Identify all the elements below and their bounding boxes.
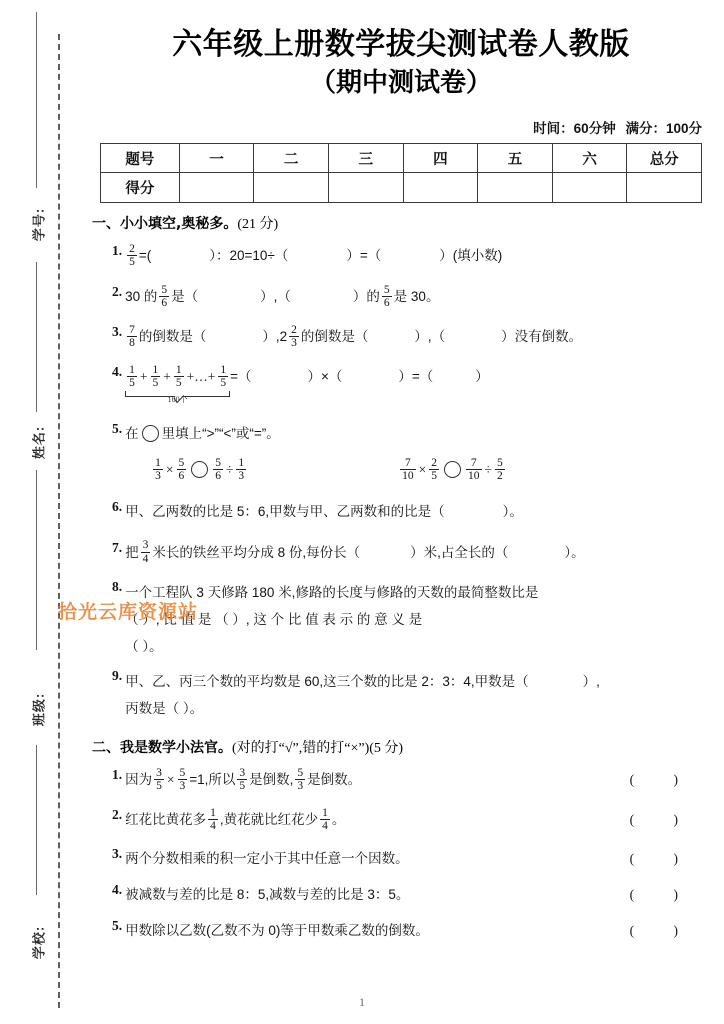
- fraction-denominator: 10: [468, 469, 480, 482]
- margin-label-student-id: 学号:: [31, 207, 47, 242]
- question-1-3: [112, 317, 704, 357]
- question-body: [125, 324, 704, 350]
- q1-text-2: ）：20=10÷（: [209, 248, 289, 264]
- q6-tail: ）。: [502, 504, 523, 520]
- circle-blank-icon[interactable]: [142, 425, 159, 442]
- tf5-text: 甲数除以乙数(乙数不为 0)等于甲数乘乙数的倒数。: [125, 923, 429, 939]
- section-1-title: 一、小小填空,奥秘多。: [92, 216, 238, 233]
- score-cell-6[interactable]: [552, 173, 627, 203]
- fraction-denominator: 5: [431, 469, 438, 482]
- margin-divider-4: [36, 745, 37, 895]
- tf2-text-1: 红花比黄花多: [125, 812, 207, 828]
- question-number: 1.: [112, 766, 123, 782]
- fraction-denominator: 5: [156, 779, 162, 792]
- fraction-5-2: [495, 457, 505, 482]
- tf1-text-4: 是倒数。: [307, 771, 362, 787]
- tf4-text: 被减数与差的比是 8：5,减数与差的比是 3：5。: [125, 886, 410, 902]
- q4-text-4: ）: [475, 369, 489, 385]
- fraction-denominator: 3: [238, 469, 245, 482]
- score-table: [100, 143, 702, 203]
- fraction-denominator: 6: [215, 469, 221, 482]
- fraction-numerator: 1: [322, 807, 328, 820]
- underbrace-label: 100个: [167, 395, 188, 405]
- table-row-score: [101, 173, 702, 203]
- question-1-6: [112, 483, 704, 532]
- question-body: [125, 540, 704, 566]
- q3-text-1: 的倒数是（: [138, 329, 207, 345]
- fraction-numerator: 2: [291, 323, 297, 336]
- q2-text-1: 30 的: [125, 288, 158, 304]
- question-body: [125, 807, 704, 833]
- fraction-1-5: [174, 364, 184, 389]
- question-body: [125, 918, 704, 944]
- score-table-header-6: 六: [552, 144, 627, 173]
- margin-divider-3: [36, 470, 37, 650]
- q8-line-2[interactable]: （ ）, 比 值 是 （ ）, 这 个 比 值 表 示 的 意 义 是: [125, 611, 423, 627]
- fraction-numerator: 5: [215, 456, 221, 469]
- score-table-wrap: [100, 143, 702, 203]
- fraction-5-6: [159, 284, 169, 309]
- question-2-5: [112, 913, 704, 949]
- section-1-points: (21 分): [237, 217, 279, 233]
- question-body: [125, 668, 704, 722]
- q9-line-1: [125, 668, 704, 695]
- q8-line-3[interactable]: （ ）。: [125, 638, 163, 654]
- tf3-text: 两个分数相乘的积一定小于其中任意一个因数。: [125, 850, 409, 866]
- fraction-numerator: 1: [238, 456, 245, 469]
- q3-text-5: ）没有倒数。: [501, 329, 583, 345]
- q1-text-4: ）(填小数): [439, 248, 503, 264]
- question-number: 3.: [112, 324, 123, 340]
- page-number: 1: [359, 995, 365, 1009]
- q7-text-1: 把: [125, 544, 139, 560]
- questions-content: [92, 217, 704, 949]
- q2-text-3: ）,（: [260, 288, 291, 304]
- fraction-3-4: [141, 539, 151, 564]
- tf1-text-1: 因为: [125, 771, 153, 787]
- judgement-answer-blank[interactable]: ( ): [629, 771, 696, 787]
- section-heading-2: [92, 741, 704, 756]
- question-number: 6.: [112, 499, 123, 515]
- ellipsis-plus: +…+: [186, 369, 216, 385]
- q2-text-2: 是（: [171, 288, 199, 304]
- q9-text-1: 甲、乙、丙三个数的平均数是 60,这三个数的比是 2：3：4,甲数是（: [125, 673, 529, 689]
- fraction-7-10: [400, 457, 416, 482]
- score-table-header-5: 五: [478, 144, 553, 173]
- question-body: [125, 579, 704, 660]
- margin-label-school: 学校:: [31, 925, 47, 960]
- fraction-numerator: 7: [129, 323, 135, 336]
- q5-expression-right: [398, 457, 507, 483]
- question-1-5: [112, 407, 704, 484]
- question-body: [125, 284, 704, 310]
- score-cell-2[interactable]: [254, 173, 329, 203]
- question-body: [125, 846, 704, 872]
- q3-text-3: 的倒数是（: [300, 329, 369, 345]
- fraction-numerator: 7: [470, 456, 477, 469]
- q2-text-4: ）的: [352, 288, 380, 304]
- fraction-denominator: 6: [161, 296, 168, 309]
- q6-text: 甲、乙两数的比是 5：6,甲数与甲、乙两数和的比是（: [125, 504, 445, 520]
- score-table-row-label: 得分: [101, 173, 180, 203]
- fraction-denominator: 3: [155, 469, 161, 482]
- page-subtitle: （期中测试卷）: [309, 68, 492, 99]
- multiply-sign: ×: [165, 461, 174, 477]
- q7-text-3: ）米,占全长的（: [410, 544, 509, 560]
- site-watermark: 拾光云库资源站: [58, 601, 199, 623]
- multiply-sign: ×: [418, 461, 427, 477]
- score-cell-4[interactable]: [403, 173, 478, 203]
- binding-margin-strip: [0, 0, 78, 1024]
- plus-sign: +: [139, 369, 148, 385]
- fraction-1-3: [153, 457, 163, 482]
- fraction-5-3: [178, 767, 188, 792]
- fraction-denominator: 3: [291, 336, 297, 349]
- fraction-numerator: 5: [496, 456, 503, 469]
- q5-prompt-a: 在: [125, 425, 139, 441]
- q3-text-4: ）,（: [414, 329, 446, 345]
- fraction-numerator: 7: [405, 456, 411, 469]
- q3-text-2: ）,2: [262, 329, 288, 345]
- question-body: [125, 767, 704, 793]
- fraction-numerator: 5: [383, 283, 390, 296]
- q7-text-2: 米长的铁丝平均分成 8 份,每份长（: [152, 544, 361, 560]
- fraction-2-3: [289, 324, 299, 349]
- score-cell-total[interactable]: [627, 173, 702, 203]
- fraction-1-3: [236, 457, 246, 482]
- question-number: 5.: [112, 918, 123, 934]
- q2-text-5: 是 30。: [393, 288, 440, 304]
- fraction-3-5: [154, 767, 164, 792]
- margin-label-class: 班级:: [31, 692, 47, 727]
- fraction-numerator: 3: [142, 539, 149, 552]
- question-1-1: [112, 236, 704, 276]
- q5-expressions: [151, 457, 704, 483]
- fraction-denominator: 5: [129, 377, 135, 390]
- q7-text-4: ）。: [564, 544, 585, 560]
- fraction-3-5: [237, 767, 247, 792]
- tf1-text-3: 是倒数,: [249, 771, 294, 787]
- q9-line-2[interactable]: 丙数是（ ）。: [125, 700, 204, 716]
- fraction-denominator: 2: [496, 469, 503, 482]
- question-body: [125, 364, 704, 404]
- fraction-numerator: 3: [239, 766, 246, 779]
- q5-prompt-b: 里填上“>”“<”或“=”。: [161, 425, 280, 441]
- judgement-answer-blank[interactable]: ( ): [629, 812, 696, 828]
- fraction-denominator: 6: [383, 296, 390, 309]
- exam-meta: [78, 117, 724, 137]
- fraction-denominator: 5: [175, 377, 182, 390]
- fraction-numerator: 1: [220, 364, 227, 377]
- question-body: [125, 499, 704, 525]
- fraction-1-4: [208, 807, 218, 832]
- fraction-numerator: 1: [129, 364, 135, 377]
- q1-text-3: ）=（: [346, 248, 382, 264]
- fraction-denominator: 5: [220, 377, 227, 390]
- question-1-7: [112, 533, 704, 573]
- fraction-5-3: [295, 767, 305, 792]
- question-2-3: [112, 841, 704, 877]
- question-number: 2.: [112, 283, 123, 299]
- score-table-header-0: 题号: [101, 144, 180, 173]
- fraction-2-5: [429, 457, 439, 482]
- fraction-5-6: [382, 284, 392, 309]
- fraction-numerator: 5: [161, 283, 168, 296]
- fraction-numerator: 2: [129, 243, 135, 256]
- score-cell-5[interactable]: [478, 173, 553, 203]
- fraction-denominator: 5: [239, 779, 246, 792]
- page-title: 六年级上册数学拔尖测试卷人教版: [172, 27, 630, 62]
- exam-full-marks: 满分：100分: [625, 121, 702, 137]
- fraction-denominator: 3: [297, 779, 304, 792]
- q4-text-3: ）=（: [398, 369, 434, 385]
- margin-divider-2: [36, 262, 37, 412]
- score-cell-1[interactable]: [179, 173, 254, 203]
- margin-label-name: 姓名:: [31, 425, 47, 460]
- question-1-2: [112, 277, 704, 317]
- question-number: 8.: [112, 578, 123, 594]
- fraction-denominator: 8: [129, 336, 135, 349]
- question-number: 2.: [112, 807, 123, 823]
- q5-expression-left: [151, 457, 248, 483]
- fraction-numerator: 1: [152, 364, 159, 377]
- fraction-denominator: 6: [178, 469, 185, 482]
- fraction-numerator: 5: [179, 766, 186, 779]
- q1-text-1: =(: [138, 248, 152, 264]
- circle-blank-icon[interactable]: [444, 461, 461, 478]
- fraction-numerator: 1: [175, 364, 182, 377]
- fraction-numerator: 3: [156, 766, 162, 779]
- fraction-denominator: 4: [322, 820, 328, 833]
- fraction-denominator: 5: [129, 256, 135, 269]
- fraction-denominator: 4: [210, 820, 216, 833]
- fraction-5-6: [213, 457, 223, 482]
- score-table-header-3: 三: [328, 144, 403, 173]
- q4-text-1: =（: [230, 369, 252, 385]
- score-cell-3[interactable]: [328, 173, 403, 203]
- tf1-text-2: =1,所以: [189, 771, 236, 787]
- plus-sign: +: [163, 369, 171, 385]
- question-number: 4.: [112, 364, 123, 380]
- dashed-fold-line: [58, 34, 60, 1008]
- score-table-header-4: 四: [403, 144, 478, 173]
- q8-line-1: 一个工程队 3 天修路 180 米,修路的长度与修路的天数的最简整数比是: [125, 584, 539, 600]
- section-2-title: 二、我是数学小法官。: [92, 739, 232, 756]
- question-number: 9.: [112, 667, 123, 683]
- tf2-text-3: 。: [331, 812, 346, 828]
- question-1-4: [112, 357, 704, 406]
- question-number: 1.: [112, 243, 123, 259]
- question-body: [125, 243, 704, 269]
- fraction-denominator: 4: [142, 552, 149, 565]
- question-number: 3.: [112, 845, 123, 861]
- score-table-header-1: 一: [179, 144, 254, 173]
- question-2-4: [112, 877, 704, 913]
- fraction-7-8: [127, 324, 137, 349]
- exam-duration: 时间：60分钟: [533, 121, 616, 137]
- fraction-numerator: 1: [155, 456, 161, 469]
- fraction-numerator: 1: [210, 807, 216, 820]
- title-block: [78, 0, 724, 103]
- circle-blank-icon[interactable]: [191, 461, 208, 478]
- question-1-8: [112, 573, 704, 662]
- divide-sign: ÷: [484, 461, 492, 477]
- fraction-1-5: [127, 364, 137, 389]
- fraction-numerator: 5: [178, 456, 185, 469]
- fraction-denominator: 10: [402, 469, 414, 482]
- fraction-5-6: [177, 457, 187, 482]
- fraction-numerator: 2: [431, 456, 438, 469]
- margin-divider-1: [36, 12, 37, 188]
- question-number: 7.: [112, 539, 123, 555]
- question-2-1: [112, 760, 704, 800]
- repeated-sum-group: [125, 364, 230, 404]
- tf2-text-2: ,黄花就比红花少: [219, 812, 319, 828]
- question-1-9: [112, 662, 704, 729]
- score-table-header-7: 总分: [627, 144, 702, 173]
- score-table-header-2: 二: [254, 144, 329, 173]
- judgement-answer-blank[interactable]: ( ): [629, 886, 696, 902]
- divide-sign: ÷: [226, 461, 234, 477]
- fraction-numerator: 5: [297, 766, 304, 779]
- section-heading-1: [92, 217, 704, 232]
- fraction-denominator: 5: [152, 377, 159, 390]
- fraction-denominator: 3: [179, 779, 186, 792]
- question-body: [125, 882, 704, 908]
- question-2-2: [112, 800, 704, 840]
- multiply-sign: ×: [166, 771, 175, 787]
- fraction-2-5: [127, 243, 137, 268]
- fraction-7-10: [466, 457, 482, 482]
- question-number: 5.: [112, 420, 123, 436]
- q4-text-2: ）×（: [307, 369, 343, 385]
- table-row-header: [101, 144, 702, 173]
- section-2-points: (对的打“√”,错的打“×”)(5 分): [232, 740, 404, 756]
- question-body: [125, 421, 704, 484]
- fraction-1-5: [151, 364, 161, 389]
- question-number: 4.: [112, 881, 123, 897]
- fraction-1-4: [320, 807, 330, 832]
- fraction-1-5: [218, 364, 228, 389]
- exam-sheet: [78, 0, 724, 1024]
- judgement-answer-blank[interactable]: ( ): [629, 850, 696, 866]
- judgement-answer-blank[interactable]: ( ): [629, 923, 696, 939]
- q9-text-1-tail: ）,: [582, 673, 600, 689]
